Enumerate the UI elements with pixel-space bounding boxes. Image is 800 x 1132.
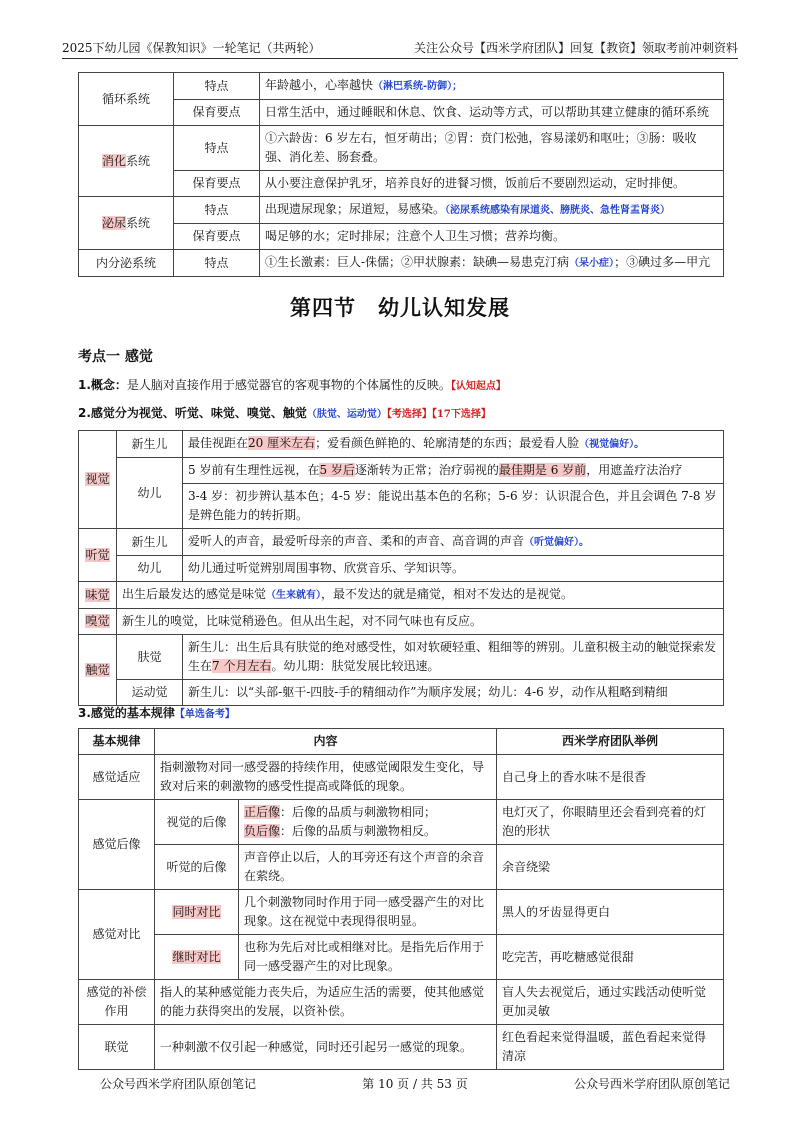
header-right: 关注公众号【西米学府团队】回复【教资】领取考前冲刺资料: [413, 41, 738, 55]
cell-shijue: 视觉: [79, 431, 117, 529]
cell-sublabel: 听觉的后像: [155, 845, 239, 890]
cell-xunhuan: 循环系统: [79, 73, 174, 126]
cell-example: 吃完苦，再吃糖感觉很甜: [497, 935, 724, 980]
cell-sublabel: 视觉的后像: [155, 800, 239, 845]
cell-example: 余音绕梁: [497, 845, 724, 890]
cell-label: 新生儿: [117, 431, 183, 458]
cell-weijue: 味觉: [79, 582, 117, 609]
cell-text: 几个刺激物同时作用于同一感受器产生的对比现象。这在视觉中表现得很明显。: [239, 890, 497, 935]
cell-miniao: 泌尿系统: [79, 197, 174, 250]
cell-label: 特点: [174, 250, 260, 277]
cell-label: 幼儿: [117, 458, 183, 529]
footer-left: 公众号西米学府团队原创笔记: [100, 1077, 257, 1091]
cell-text: 指人的某种感觉能力丧失后，为适应生活的需要，使其他感觉的能力获得突出的发展，以资补偿。: [155, 980, 497, 1025]
cell-label: 幼儿: [117, 556, 183, 582]
cell-text: 幼儿通过听觉辨别周围事物、欣赏音乐、学知识等。: [183, 556, 724, 582]
cell-tingjue: 听觉: [79, 529, 117, 582]
cell-label: 保育要点: [174, 171, 260, 197]
cell-text: 日常生活中，通过睡眠和休息、饮食、运动等方式，可以帮助其建立健康的循环系统: [260, 100, 724, 126]
page-header: [62, 36, 738, 59]
cell-text: 出现遗尿现象；尿道短，易感染。（泌尿系统感染有尿道炎、膀胱炎、急性肾盂肾炎）: [260, 197, 724, 224]
header-cell: 西米学府团队举例: [497, 729, 724, 755]
cell-label: 运动觉: [117, 680, 183, 706]
cell-label: 保育要点: [174, 224, 260, 250]
rules-table: [78, 728, 724, 1070]
senses-table: [78, 430, 724, 706]
cell-example: 自己身上的香水味不是很香: [497, 755, 724, 800]
cell-text: 新生儿的嗅觉，比味觉稍逊色。但从出生起，对不同气味也有反应。: [117, 609, 724, 635]
cell-text: 爱听人的声音，最爱听母亲的声音、柔和的声音、高音调的声音（听觉偏好）。: [183, 529, 724, 556]
cell-chujue: 触觉: [79, 635, 117, 706]
cell-label: 保育要点: [174, 100, 260, 126]
cell-label: 感觉适应: [79, 755, 155, 800]
cell-text: 指刺激物对同一感受器的持续作用，使感觉阈限发生变化，导致对后来的刺激物的感受性提高或降低的现象。: [155, 755, 497, 800]
cell-xiujue: 嗅觉: [79, 609, 117, 635]
cell-text: 从小要注意保护乳牙，培养良好的进餐习惯，饭前后不要剧烈运动，定时排便。: [260, 171, 724, 197]
cell-text: 新生儿：以“头部-躯干-四肢-手的精细动作”为顺序发展；幼儿：4-6 岁，动作从粗略到精细: [183, 680, 724, 706]
section-title: 第四节 幼儿认知发展: [290, 295, 510, 320]
physiology-table: [78, 72, 724, 277]
cell-label: 特点: [174, 126, 260, 171]
cell-text: 也称为先后对比或相继对比。是指先后作用于同一感受器产生的对比现象。: [239, 935, 497, 980]
cell-text: 3-4 岁：初步辨认基本色；4-5 岁：能说出基本色的名称；5-6 岁：认识混合色，并且会调色 7-8 岁是辨色能力的转折期。: [183, 484, 724, 529]
cell-text: 年龄越小，心率越快（淋巴系统-防御）；: [260, 73, 724, 100]
page-footer: [100, 1075, 730, 1092]
cell-text: 正后像：后像的品质与刺激物相同； 负后像：后像的品质与刺激物相反。: [239, 800, 497, 845]
cell-label: 感觉后像: [79, 800, 155, 890]
cell-text: 一种刺激不仅引起一种感觉，同时还引起另一感觉的现象。: [155, 1025, 497, 1070]
cell-label: 感觉对比: [79, 890, 155, 980]
cell-sublabel: 继时对比: [155, 935, 239, 980]
cell-example: 盲人失去视觉后，通过实践活动使听觉更加灵敏: [497, 980, 724, 1025]
cell-label: 特点: [174, 73, 260, 100]
cell-text: 5 岁前有生理性远视，在5 岁后逐渐转为正常；治疗弱视的最佳期是 6 岁前，用遮盖疗法治疗: [183, 458, 724, 484]
cell-label: 感觉的补偿作用: [79, 980, 155, 1025]
cell-text: 最佳视距在20 厘米左右；爱看颜色鲜艳的、轮廓清楚的东西；最爱看人脸（视觉偏好）。: [183, 431, 724, 458]
senses-paragraph: 2.感觉分为视觉、听觉、味觉、嗅觉、触觉（肤觉、运动觉）【考选择】【17下选择】: [78, 406, 491, 420]
cell-example: 黑人的牙齿显得更白: [497, 890, 724, 935]
cell-label: 新生儿: [117, 529, 183, 556]
cell-text: 新生儿：出生后具有肤觉的绝对感受性，如对软硬轻重、粗细等的辨别。儿童积极主动的触觉探索发生在7 个月左右。幼儿期：肤觉发展比较迅速。: [183, 635, 724, 680]
cell-text: 喝足够的水；定时排尿；注意个人卫生习惯；营养均衡。: [260, 224, 724, 250]
cell-sublabel: 同时对比: [155, 890, 239, 935]
cell-label: 肤觉: [117, 635, 183, 680]
header-cell: 内容: [155, 729, 497, 755]
cell-example: 电灯灭了，你眼睛里还会看到亮着的灯泡的形状: [497, 800, 724, 845]
cell-label: 联觉: [79, 1025, 155, 1070]
cell-text: ①生长激素：巨人-侏儒；②甲状腺素：缺碘—易患克汀病（呆小症）；③碘过多—甲亢: [260, 250, 724, 277]
cell-text: ①六龄齿：6 岁左右，恒牙萌出；②胃：贲门松弛，容易漾奶和呕吐；③肠：吸收强、消化差、肠套叠。: [260, 126, 724, 171]
cell-example: 红色看起来觉得温暖，蓝色看起来觉得清凉: [497, 1025, 724, 1070]
page-number: 第 10 页 / 共 53 页: [362, 1077, 468, 1091]
header-cell: 基本规律: [79, 729, 155, 755]
concept-paragraph: 1.概念：是人脑对直接作用于感觉器官的客观事物的个体属性的反映。【认知起点】: [78, 378, 506, 392]
rules-paragraph: 3.感觉的基本规律【单选备考】: [78, 706, 235, 720]
cell-text: 出生后最发达的感觉是味觉（生来就有），最不发达的就是痛觉，相对不发达的是视觉。: [117, 582, 724, 609]
kaodian-heading: 考点一 感觉: [78, 349, 153, 365]
cell-neifenmi: 内分泌系统: [79, 250, 174, 277]
cell-label: 特点: [174, 197, 260, 224]
header-left: 2025下幼儿园《保教知识》一轮笔记（共两轮）: [62, 41, 321, 55]
footer-right: 公众号西米学府团队原创笔记: [573, 1077, 730, 1091]
cell-xiaohua: 消化系统: [79, 126, 174, 197]
cell-text: 声音停止以后，人的耳旁还有这个声音的余音在萦绕。: [239, 845, 497, 890]
